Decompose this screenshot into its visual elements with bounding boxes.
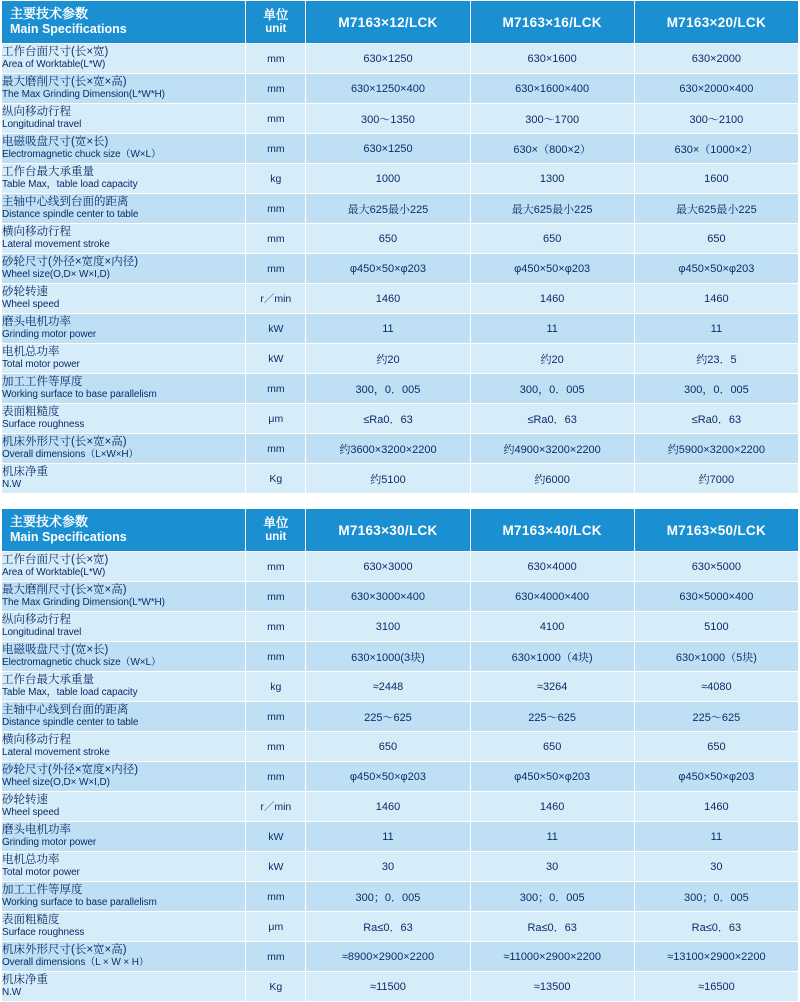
row-value-3: 约5900×3200×2200 [634, 434, 798, 464]
row-unit: mm [246, 224, 306, 254]
table-row [2, 642, 799, 672]
row-value-1: 630×1000(3块) [306, 642, 470, 672]
row-label-en: Grinding motor power [2, 329, 97, 341]
row-label [2, 852, 246, 882]
row-label-en: Working surface to base parallelism [2, 389, 157, 401]
row-label [2, 344, 246, 374]
row-label-cn: 工作台面尺寸(长×宽) [2, 554, 109, 567]
row-value-3: 630×1000（5块) [634, 642, 798, 672]
row-value-3: 1600 [634, 164, 798, 194]
row-label [2, 134, 246, 164]
row-value-3: 最大625最小225 [634, 194, 798, 224]
table-row [2, 404, 799, 434]
row-value-1: 650 [306, 732, 470, 762]
row-value-1: ≈11500 [306, 972, 470, 1002]
row-label [2, 194, 246, 224]
row-value-2: φ450×50×φ203 [470, 254, 634, 284]
row-label-en: The Max Grinding Dimension(L*W*H) [2, 89, 165, 101]
row-unit: mm [246, 642, 306, 672]
row-label [2, 672, 246, 702]
row-label-cn: 加工工件等厚度 [2, 376, 83, 389]
row-label [2, 912, 246, 942]
table-row [2, 194, 799, 224]
row-value-3: 630×5000 [634, 552, 798, 582]
row-value-3: Ra≤0．63 [634, 912, 798, 942]
row-label [2, 552, 246, 582]
table-row [2, 702, 799, 732]
row-label-en: Working surface to base parallelism [2, 897, 157, 909]
row-label-cn: 机床净重 [2, 466, 48, 479]
row-value-1: 300，0．005 [306, 374, 470, 404]
row-value-3: 650 [634, 224, 798, 254]
row-label-cn: 工作台最大承重量 [2, 674, 94, 687]
row-label-cn: 最大磨削尺寸(长×宽×高) [2, 584, 127, 597]
row-label-en: Longitudinal travel [2, 627, 82, 639]
row-value-2: φ450×50×φ203 [470, 762, 634, 792]
row-value-2: 300～1700 [470, 104, 634, 134]
row-value-2: 11 [470, 314, 634, 344]
row-value-3: 1460 [634, 792, 798, 822]
row-value-1: 3100 [306, 612, 470, 642]
header-title-cn: 主要技术参数 [10, 6, 89, 22]
table-row [2, 792, 799, 822]
row-label-cn: 电机总功率 [2, 346, 60, 359]
row-label-cn: 磨头电机功率 [2, 316, 71, 329]
row-label-en: Distance spindle center to table [2, 209, 139, 221]
header-title-cn: 主要技术参数 [10, 514, 89, 530]
header-unit-en: unit [265, 22, 287, 35]
table-header-row [2, 509, 799, 552]
row-unit: μm [246, 404, 306, 434]
row-value-1: 630×3000 [306, 552, 470, 582]
row-unit: kW [246, 822, 306, 852]
row-label-cn: 最大磨削尺寸(长×宽×高) [2, 76, 127, 89]
row-value-1: 630×3000×400 [306, 582, 470, 612]
header-unit-en: unit [265, 530, 287, 543]
row-label [2, 642, 246, 672]
row-value-2: Ra≤0．63 [470, 912, 634, 942]
row-value-2: 630×1600×400 [470, 74, 634, 104]
row-value-1: φ450×50×φ203 [306, 254, 470, 284]
row-label-en: Wheel speed [2, 299, 60, 311]
row-label [2, 972, 246, 1002]
row-label [2, 284, 246, 314]
table-row [2, 882, 799, 912]
row-label [2, 314, 246, 344]
header-model-1: M7163×30/LCK [306, 509, 470, 552]
row-value-3: ≤Ra0．63 [634, 404, 798, 434]
header-title-en: Main Specifications [10, 530, 127, 545]
row-value-2: 1300 [470, 164, 634, 194]
row-label-en: Table Max，table load capacity [2, 179, 138, 191]
row-value-3: 630×2000×400 [634, 74, 798, 104]
row-label [2, 224, 246, 254]
row-label [2, 254, 246, 284]
row-unit: mm [246, 702, 306, 732]
row-value-1: 1000 [306, 164, 470, 194]
row-value-3: 630×2000 [634, 44, 798, 74]
row-label-en: Grinding motor power [2, 837, 97, 849]
row-unit: μm [246, 912, 306, 942]
row-value-3: 300～2100 [634, 104, 798, 134]
row-value-3: 11 [634, 314, 798, 344]
row-label [2, 164, 246, 194]
row-label-en: Wheel size(O,D× W×I,D) [2, 777, 110, 789]
spec-table-1 [1, 0, 799, 494]
row-label-cn: 砂轮转速 [2, 794, 48, 807]
row-value-3: ≈13100×2900×2200 [634, 942, 798, 972]
row-label-cn: 砂轮尺寸(外径×宽度×内径) [2, 256, 139, 269]
row-label-en: Table Max，table load capacity [2, 687, 138, 699]
row-label-en: Area of Worktable(L*W) [2, 567, 106, 579]
row-unit: kW [246, 852, 306, 882]
row-value-3: 630×5000×400 [634, 582, 798, 612]
row-unit: r／min [246, 792, 306, 822]
row-value-1: ≤Ra0．63 [306, 404, 470, 434]
row-unit: mm [246, 134, 306, 164]
row-unit: kg [246, 164, 306, 194]
row-label-cn: 电机总功率 [2, 854, 60, 867]
header-model-3: M7163×20/LCK [634, 1, 798, 44]
row-value-2: ≤Ra0．63 [470, 404, 634, 434]
row-value-3: ≈16500 [634, 972, 798, 1002]
row-label-cn: 主轴中心线到台面的距离 [2, 704, 129, 717]
row-label [2, 762, 246, 792]
row-value-1: ≈2448 [306, 672, 470, 702]
row-value-1: 300～1350 [306, 104, 470, 134]
row-label-cn: 砂轮尺寸(外径×宽度×内径) [2, 764, 139, 777]
table-row [2, 762, 799, 792]
row-unit: mm [246, 74, 306, 104]
row-label-en: Electromagnetic chuck size（W×L） [2, 149, 161, 161]
row-label-cn: 加工工件等厚度 [2, 884, 83, 897]
row-value-3: φ450×50×φ203 [634, 254, 798, 284]
table-row [2, 464, 799, 494]
row-label [2, 732, 246, 762]
table-row [2, 552, 799, 582]
header-title-cell [2, 509, 246, 552]
row-label-cn: 表面粗糙度 [2, 406, 60, 419]
header-unit-cell [246, 509, 306, 552]
row-unit: kW [246, 314, 306, 344]
row-label [2, 792, 246, 822]
table-row [2, 344, 799, 374]
spec-table-1-body [2, 44, 799, 494]
row-unit: mm [246, 44, 306, 74]
row-unit: mm [246, 552, 306, 582]
table-row [2, 134, 799, 164]
table-row [2, 912, 799, 942]
row-unit: mm [246, 612, 306, 642]
row-value-2: ≈13500 [470, 972, 634, 1002]
row-value-3: ≈4080 [634, 672, 798, 702]
table-row [2, 434, 799, 464]
row-unit: mm [246, 254, 306, 284]
row-label-en: Electromagnetic chuck size（W×L） [2, 657, 161, 669]
row-label-en: Surface roughness [2, 927, 85, 939]
row-label [2, 882, 246, 912]
table-row [2, 224, 799, 254]
header-title-cell [2, 1, 246, 44]
row-label [2, 374, 246, 404]
row-value-3: 约7000 [634, 464, 798, 494]
row-label-en: Overall dimensions（L × W × H） [2, 957, 149, 969]
row-value-2: 225～625 [470, 702, 634, 732]
row-value-3: 1460 [634, 284, 798, 314]
row-value-3: φ450×50×φ203 [634, 762, 798, 792]
row-value-1: 1460 [306, 284, 470, 314]
row-value-1: φ450×50×φ203 [306, 762, 470, 792]
row-label [2, 822, 246, 852]
row-label [2, 434, 246, 464]
row-value-1: 300；0．005 [306, 882, 470, 912]
row-unit: Kg [246, 972, 306, 1002]
header-title-en: Main Specifications [10, 22, 127, 37]
table-row [2, 672, 799, 702]
row-label-en: Longitudinal travel [2, 119, 82, 131]
header-model-1: M7163×12/LCK [306, 1, 470, 44]
row-label-cn: 纵向移动行程 [2, 614, 71, 627]
row-label [2, 404, 246, 434]
row-label-cn: 机床外形尺寸(长×宽×高) [2, 944, 127, 957]
header-unit-cell [246, 1, 306, 44]
table-row [2, 254, 799, 284]
table-row [2, 852, 799, 882]
row-unit: mm [246, 104, 306, 134]
row-label [2, 582, 246, 612]
table-gap-divider [0, 494, 800, 508]
row-unit: mm [246, 582, 306, 612]
row-value-2: 630×4000 [470, 552, 634, 582]
row-unit: mm [246, 434, 306, 464]
row-value-1: 650 [306, 224, 470, 254]
row-value-2: 约6000 [470, 464, 634, 494]
row-label [2, 104, 246, 134]
table-row [2, 284, 799, 314]
table-row [2, 164, 799, 194]
row-label-en: Lateral movement stroke [2, 747, 110, 759]
row-value-3: 约23．5 [634, 344, 798, 374]
table-row [2, 314, 799, 344]
spec-table-2 [1, 508, 799, 1002]
row-value-2: 1460 [470, 792, 634, 822]
row-value-2: 300，0．005 [470, 374, 634, 404]
row-value-2: 630×4000×400 [470, 582, 634, 612]
row-value-2: 630×（800×2） [470, 134, 634, 164]
row-label [2, 942, 246, 972]
row-value-3: 30 [634, 852, 798, 882]
row-unit: mm [246, 882, 306, 912]
row-unit: mm [246, 374, 306, 404]
row-value-1: 630×1250 [306, 134, 470, 164]
row-unit: kg [246, 672, 306, 702]
table-row [2, 374, 799, 404]
row-label-en: Surface roughness [2, 419, 85, 431]
row-value-1: 约5100 [306, 464, 470, 494]
row-value-2: 11 [470, 822, 634, 852]
row-value-1: 11 [306, 314, 470, 344]
row-unit: mm [246, 194, 306, 224]
row-label-cn: 表面粗糙度 [2, 914, 60, 927]
row-value-2: 1460 [470, 284, 634, 314]
row-value-2: 630×1000（4块) [470, 642, 634, 672]
row-value-2: 最大625最小225 [470, 194, 634, 224]
row-value-2: 300；0．005 [470, 882, 634, 912]
header-model-2: M7163×16/LCK [470, 1, 634, 44]
row-unit: mm [246, 762, 306, 792]
row-value-3: 5100 [634, 612, 798, 642]
row-unit: mm [246, 732, 306, 762]
row-label [2, 702, 246, 732]
row-label-cn: 纵向移动行程 [2, 106, 71, 119]
spec-table-2-body [2, 552, 799, 1002]
row-label-en: Wheel size(O,D× W×I,D) [2, 269, 110, 281]
row-label-en: N.W [2, 479, 22, 491]
row-value-2: 650 [470, 224, 634, 254]
table-row [2, 972, 799, 1002]
row-value-1: 最大625最小225 [306, 194, 470, 224]
row-label-en: N.W [2, 987, 22, 999]
row-label [2, 74, 246, 104]
header-model-2: M7163×40/LCK [470, 509, 634, 552]
row-label-en: Total motor power [2, 867, 80, 879]
row-label-en: Total motor power [2, 359, 80, 371]
table-row [2, 74, 799, 104]
row-value-3: 650 [634, 732, 798, 762]
table-row [2, 732, 799, 762]
row-label-cn: 工作台面尺寸(长×宽) [2, 46, 109, 59]
row-label-cn: 横向移动行程 [2, 734, 71, 747]
row-value-2: 650 [470, 732, 634, 762]
row-value-1: 630×1250×400 [306, 74, 470, 104]
row-value-2: ≈3264 [470, 672, 634, 702]
header-unit-cn: 单位 [263, 7, 289, 22]
row-label-cn: 机床净重 [2, 974, 48, 987]
row-label-en: Wheel speed [2, 807, 60, 819]
table-row [2, 612, 799, 642]
row-label [2, 612, 246, 642]
row-value-3: 225～625 [634, 702, 798, 732]
row-value-2: 4100 [470, 612, 634, 642]
table-header-row [2, 1, 799, 44]
row-value-1: 1460 [306, 792, 470, 822]
table-row [2, 942, 799, 972]
row-label-en: Distance spindle center to table [2, 717, 139, 729]
table-row [2, 44, 799, 74]
row-label-en: Area of Worktable(L*W) [2, 59, 106, 71]
row-value-3: 300；0．005 [634, 882, 798, 912]
row-label-en: Lateral movement stroke [2, 239, 110, 251]
row-unit: r／min [246, 284, 306, 314]
row-label-cn: 电磁吸盘尺寸(宽×长) [2, 136, 109, 149]
row-value-2: ≈11000×2900×2200 [470, 942, 634, 972]
row-unit: mm [246, 942, 306, 972]
row-label-en: Overall dimensions（L×W×H） [2, 449, 139, 461]
row-value-1: ≈8900×2900×2200 [306, 942, 470, 972]
row-value-2: 约20 [470, 344, 634, 374]
header-model-3: M7163×50/LCK [634, 509, 798, 552]
row-value-1: 约20 [306, 344, 470, 374]
table-row [2, 104, 799, 134]
row-value-2: 约4900×3200×2200 [470, 434, 634, 464]
table-row [2, 822, 799, 852]
row-value-3: 630×（1000×2） [634, 134, 798, 164]
row-label-cn: 电磁吸盘尺寸(宽×长) [2, 644, 109, 657]
row-value-1: 30 [306, 852, 470, 882]
row-label [2, 464, 246, 494]
row-value-1: Ra≤0．63 [306, 912, 470, 942]
row-value-1: 约3600×3200×2200 [306, 434, 470, 464]
row-value-1: 225～625 [306, 702, 470, 732]
row-value-1: 11 [306, 822, 470, 852]
row-value-1: 630×1250 [306, 44, 470, 74]
table-row [2, 582, 799, 612]
row-label-en: The Max Grinding Dimension(L*W*H) [2, 597, 165, 609]
row-label-cn: 工作台最大承重量 [2, 166, 94, 179]
row-value-2: 630×1600 [470, 44, 634, 74]
row-value-2: 30 [470, 852, 634, 882]
row-value-3: 300，0．005 [634, 374, 798, 404]
header-unit-cn: 单位 [263, 515, 289, 530]
row-label [2, 44, 246, 74]
row-label-cn: 机床外形尺寸(长×宽×高) [2, 436, 127, 449]
row-label-cn: 砂轮转速 [2, 286, 48, 299]
row-unit: kW [246, 344, 306, 374]
row-value-3: 11 [634, 822, 798, 852]
row-label-cn: 横向移动行程 [2, 226, 71, 239]
row-unit: Kg [246, 464, 306, 494]
row-label-cn: 磨头电机功率 [2, 824, 71, 837]
row-label-cn: 主轴中心线到台面的距离 [2, 196, 129, 209]
